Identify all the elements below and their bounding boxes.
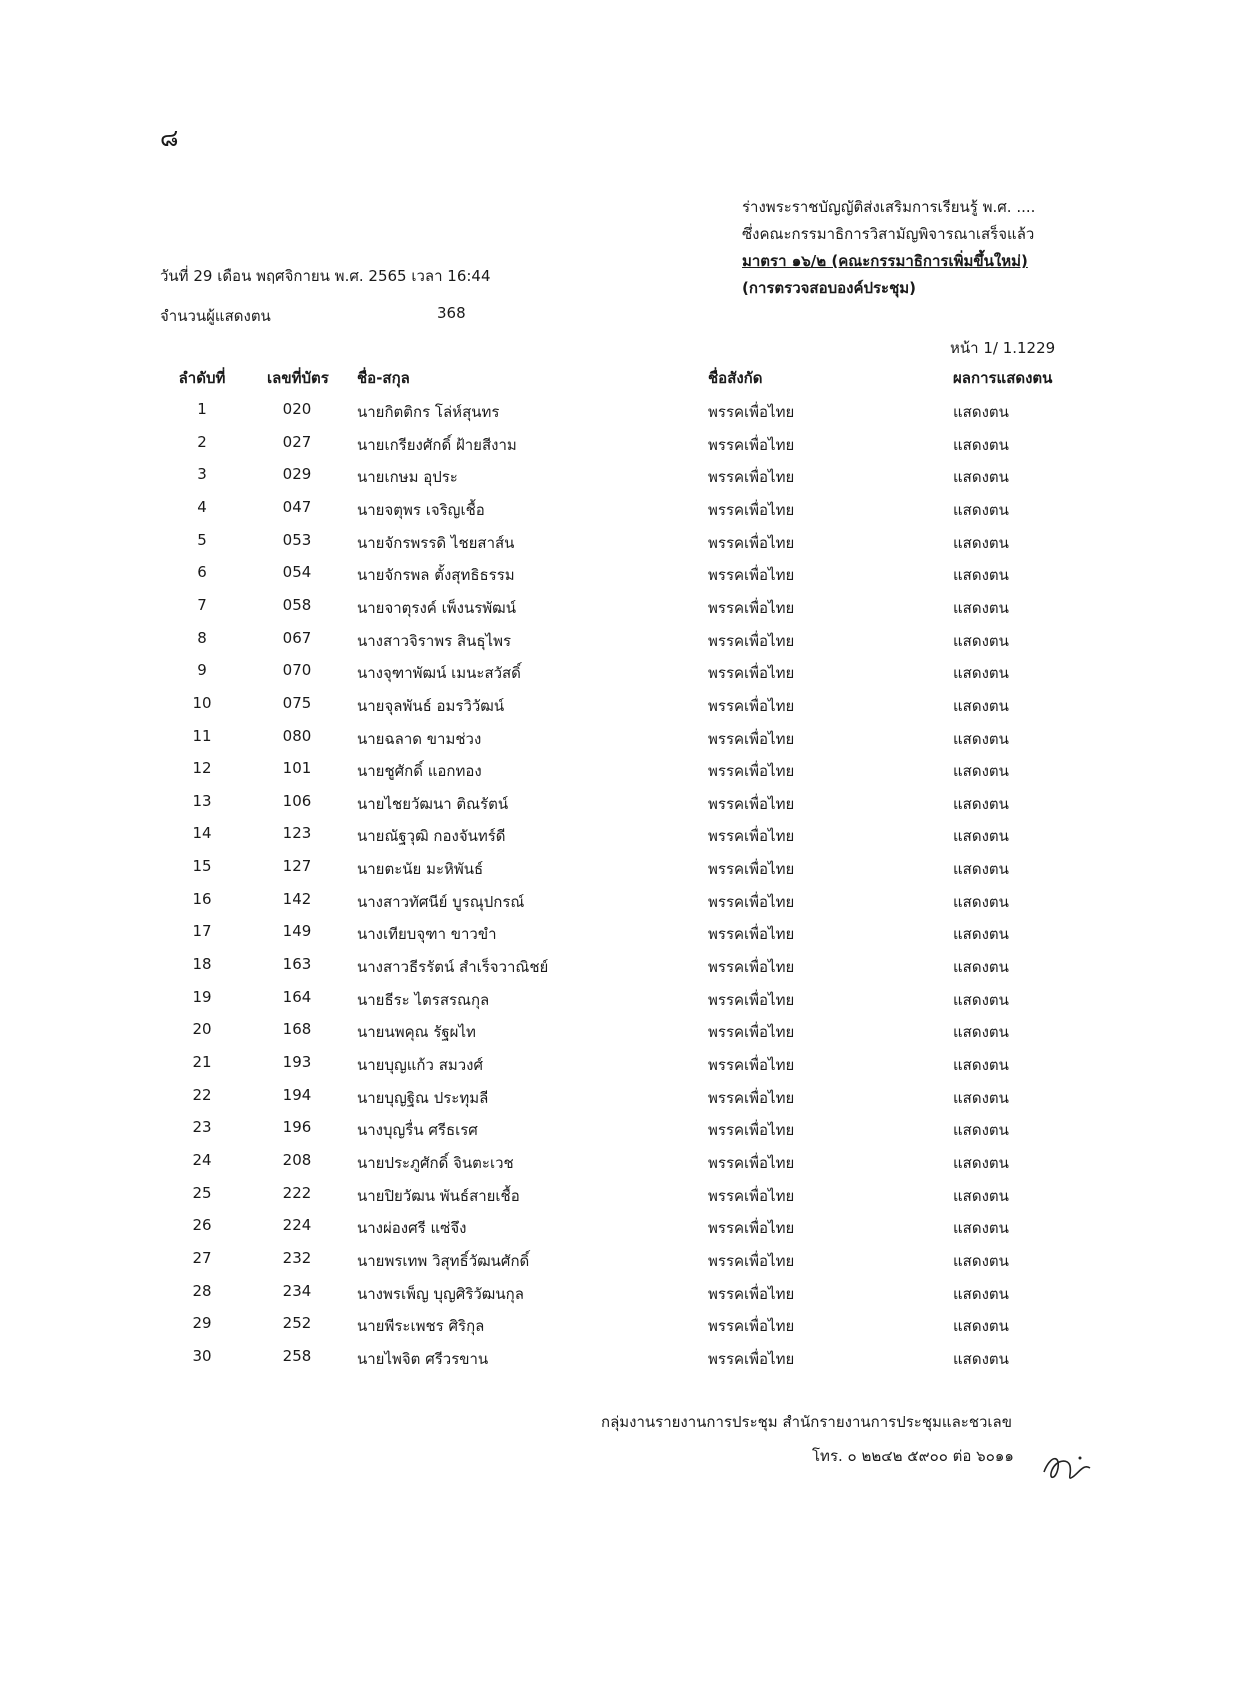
row-result: แสดงตน: [953, 403, 1009, 421]
row-number: 6: [197, 563, 207, 581]
row-number: 22: [192, 1086, 212, 1104]
row-card-number: 075: [282, 694, 312, 712]
row-card-number: 232: [282, 1249, 312, 1267]
row-number: 29: [192, 1314, 212, 1332]
row-result: แสดงตน: [953, 1187, 1009, 1205]
row-result: แสดงตน: [953, 925, 1009, 943]
row-result: แสดงตน: [953, 1056, 1009, 1074]
row-name: นายปิยวัฒน พันธ์สายเชื้อ: [357, 1187, 520, 1205]
row-result: แสดงตน: [953, 860, 1009, 878]
row-party: พรรคเพื่อไทย: [708, 599, 795, 617]
row-number: 5: [197, 531, 207, 549]
signature-mark: [1040, 1446, 1096, 1486]
row-number: 16: [192, 890, 212, 908]
row-name: นางสาวธีรรัตน์ สำเร็จวาณิชย์: [357, 958, 549, 976]
row-party: พรรคเพื่อไทย: [708, 534, 795, 552]
row-result: แสดงตน: [953, 501, 1009, 519]
row-name: นายตะนัย มะหิพันธ์: [357, 860, 484, 878]
row-card-number: 252: [282, 1314, 312, 1332]
row-card-number: 027: [282, 433, 312, 451]
header-name: ชื่อ-สกุล: [357, 369, 410, 387]
row-party: พรรคเพื่อไทย: [708, 1089, 795, 1107]
row-number: 19: [192, 988, 212, 1006]
row-party: พรรคเพื่อไทย: [708, 1056, 795, 1074]
row-number: 7: [197, 596, 207, 614]
row-result: แสดงตน: [953, 1154, 1009, 1172]
row-number: 1: [197, 400, 207, 418]
row-party: พรรคเพื่อไทย: [708, 403, 795, 421]
row-name: นางสาวจิราพร สินธุไพร: [357, 632, 512, 650]
row-card-number: 234: [282, 1282, 312, 1300]
row-number: 23: [192, 1118, 212, 1136]
row-card-number: 222: [282, 1184, 312, 1202]
row-number: 27: [192, 1249, 212, 1267]
row-name: นายจาตุรงค์ เพ็งนรพัฒน์: [357, 599, 516, 617]
row-number: 11: [192, 727, 212, 745]
row-number: 15: [192, 857, 212, 875]
count-label: จำนวนผู้แสดงตน: [160, 307, 271, 325]
row-result: แสดงตน: [953, 1252, 1009, 1270]
row-name: นายฉลาด ขามช่วง: [357, 730, 482, 748]
row-number: 4: [197, 498, 207, 516]
header-line-4: (การตรวจสอบองค์ประชุม): [742, 279, 917, 297]
row-card-number: 149: [282, 922, 312, 940]
row-number: 10: [192, 694, 212, 712]
row-party: พรรคเพื่อไทย: [708, 436, 795, 454]
row-name: นายจตุพร เจริญเชื้อ: [357, 501, 485, 519]
row-name: นายนพคุณ รัฐผไท: [357, 1023, 476, 1041]
page-number: ๘: [160, 124, 179, 152]
row-result: แสดงตน: [953, 1023, 1009, 1041]
row-party: พรรคเพื่อไทย: [708, 958, 795, 976]
row-name: นางบุญรื่น ศรีธเรศ: [357, 1121, 478, 1139]
row-party: พรรคเพื่อไทย: [708, 468, 795, 486]
row-card-number: 258: [282, 1347, 312, 1365]
row-result: แสดงตน: [953, 730, 1009, 748]
count-value: 368: [437, 304, 466, 322]
row-number: 13: [192, 792, 212, 810]
header-card: เลขที่บัตร: [267, 369, 329, 387]
row-card-number: 101: [282, 759, 312, 777]
header-line-1: ร่างพระราชบัญญัติส่งเสริมการเรียนรู้ พ.ศ. ....: [742, 198, 1036, 216]
date-line: วันที่ 29 เดือน พฤศจิกายน พ.ศ. 2565 เวลา 16:44: [160, 267, 491, 285]
row-name: นายชูศักดิ์ แอกทอง: [357, 762, 482, 780]
row-number: 20: [192, 1020, 212, 1038]
row-name: นายจักรพรรดิ ไชยสาส์น: [357, 534, 515, 552]
row-result: แสดงตน: [953, 762, 1009, 780]
row-result: แสดงตน: [953, 1317, 1009, 1335]
header-result: ผลการแสดงตน: [953, 369, 1053, 387]
row-card-number: 053: [282, 531, 312, 549]
row-name: นางเทียบจุฑา ขาวขำ: [357, 925, 497, 943]
row-result: แสดงตน: [953, 1121, 1009, 1139]
row-party: พรรคเพื่อไทย: [708, 925, 795, 943]
row-card-number: 029: [282, 465, 312, 483]
header-no: ลำดับที่: [178, 369, 226, 387]
row-name: นายพรเทพ วิสุทธิ์วัฒนศักดิ์: [357, 1252, 530, 1270]
row-result: แสดงตน: [953, 664, 1009, 682]
row-card-number: 070: [282, 661, 312, 679]
row-result: แสดงตน: [953, 436, 1009, 454]
row-result: แสดงตน: [953, 697, 1009, 715]
row-result: แสดงตน: [953, 1350, 1009, 1368]
row-card-number: 224: [282, 1216, 312, 1234]
row-result: แสดงตน: [953, 566, 1009, 584]
row-card-number: 106: [282, 792, 312, 810]
row-card-number: 020: [282, 400, 312, 418]
row-result: แสดงตน: [953, 1285, 1009, 1303]
header-party: ชื่อสังกัด: [708, 369, 763, 387]
row-party: พรรคเพื่อไทย: [708, 566, 795, 584]
row-result: แสดงตน: [953, 1089, 1009, 1107]
row-party: พรรคเพื่อไทย: [708, 632, 795, 650]
row-number: 26: [192, 1216, 212, 1234]
row-result: แสดงตน: [953, 827, 1009, 845]
row-card-number: 196: [282, 1118, 312, 1136]
row-result: แสดงตน: [953, 958, 1009, 976]
document-header: [742, 194, 1035, 302]
row-number: 21: [192, 1053, 212, 1071]
header-line-2: ซึ่งคณะกรรมาธิการวิสามัญพิจารณาเสร็จแล้ว: [742, 225, 1035, 243]
row-name: นางพรเพ็ญ บุญศิริวัฒนกุล: [357, 1285, 524, 1303]
row-party: พรรคเพื่อไทย: [708, 1023, 795, 1041]
row-party: พรรคเพื่อไทย: [708, 1285, 795, 1303]
footer-phone: โทร. ๐ ๒๒๔๒ ๕๙๐๐ ต่อ ๖๐๑๑: [812, 1447, 1014, 1465]
row-card-number: 164: [282, 988, 312, 1006]
row-card-number: 142: [282, 890, 312, 908]
row-name: นายพีระเพชร ศิริกุล: [357, 1317, 485, 1335]
row-name: นายเกษม อุประ: [357, 468, 458, 486]
row-card-number: 054: [282, 563, 312, 581]
row-result: แสดงตน: [953, 795, 1009, 813]
row-result: แสดงตน: [953, 991, 1009, 1009]
row-card-number: 127: [282, 857, 312, 875]
row-party: พรรคเพื่อไทย: [708, 1252, 795, 1270]
row-result: แสดงตน: [953, 599, 1009, 617]
page-reference: หน้า 1/ 1.1229: [950, 339, 1056, 357]
row-number: 14: [192, 824, 212, 842]
row-number: 17: [192, 922, 212, 940]
row-party: พรรคเพื่อไทย: [708, 1350, 795, 1368]
footer-department: กลุ่มงานรายงานการประชุม สำนักรายงานการประชุมและชวเลข: [601, 1413, 1013, 1431]
row-number: 12: [192, 759, 212, 777]
row-name: นางจุฑาพัฒน์ เมนะสวัสดิ์: [357, 664, 521, 682]
header-line-3: มาตรา ๑๖/๒ (คณะกรรมาธิการเพิ่มขึ้นใหม่): [742, 252, 1028, 270]
row-name: นางสาวทัศนีย์ บูรณุปกรณ์: [357, 893, 525, 911]
row-party: พรรคเพื่อไทย: [708, 1317, 795, 1335]
row-party: พรรคเพื่อไทย: [708, 1219, 795, 1237]
row-card-number: 163: [282, 955, 312, 973]
row-card-number: 193: [282, 1053, 312, 1071]
row-party: พรรคเพื่อไทย: [708, 697, 795, 715]
row-number: 25: [192, 1184, 212, 1202]
row-number: 3: [197, 465, 207, 483]
row-number: 28: [192, 1282, 212, 1300]
row-name: นายไชยวัฒนา ติณรัตน์: [357, 795, 509, 813]
row-name: นายไพจิต ศรีวรขาน: [357, 1350, 489, 1368]
row-number: 18: [192, 955, 212, 973]
row-result: แสดงตน: [953, 632, 1009, 650]
row-party: พรรคเพื่อไทย: [708, 860, 795, 878]
row-name: นายประภูศักดิ์ จินตะเวช: [357, 1154, 514, 1172]
row-name: นายบุญฐิณ ประทุมลี: [357, 1089, 489, 1107]
row-card-number: 208: [282, 1151, 312, 1169]
row-party: พรรคเพื่อไทย: [708, 991, 795, 1009]
row-card-number: 047: [282, 498, 312, 516]
row-name: นายจุลพันธ์ อมรวิวัฒน์: [357, 697, 505, 715]
row-result: แสดงตน: [953, 1219, 1009, 1237]
row-party: พรรคเพื่อไทย: [708, 762, 795, 780]
row-party: พรรคเพื่อไทย: [708, 827, 795, 845]
row-number: 24: [192, 1151, 212, 1169]
row-card-number: 123: [282, 824, 312, 842]
row-party: พรรคเพื่อไทย: [708, 1154, 795, 1172]
row-result: แสดงตน: [953, 534, 1009, 552]
row-name: นายธีระ ไตรสรณกุล: [357, 991, 490, 1009]
row-number: 30: [192, 1347, 212, 1365]
row-number: 8: [197, 629, 207, 647]
row-name: นางผ่องศรี แซ่จึง: [357, 1219, 467, 1237]
row-card-number: 067: [282, 629, 312, 647]
row-party: พรรคเพื่อไทย: [708, 795, 795, 813]
row-card-number: 058: [282, 596, 312, 614]
row-party: พรรคเพื่อไทย: [708, 1121, 795, 1139]
row-party: พรรคเพื่อไทย: [708, 730, 795, 748]
row-party: พรรคเพื่อไทย: [708, 893, 795, 911]
row-party: พรรคเพื่อไทย: [708, 664, 795, 682]
row-card-number: 080: [282, 727, 312, 745]
row-party: พรรคเพื่อไทย: [708, 1187, 795, 1205]
row-name: นายจักรพล ตั้งสุทธิธรรม: [357, 566, 515, 584]
row-number: 9: [197, 661, 207, 679]
row-result: แสดงตน: [953, 468, 1009, 486]
row-name: นายกิตติกร โล่ห์สุนทร: [357, 403, 500, 421]
row-result: แสดงตน: [953, 893, 1009, 911]
row-name: นายบุญแก้ว สมวงศ์: [357, 1056, 484, 1074]
row-party: พรรคเพื่อไทย: [708, 501, 795, 519]
row-card-number: 194: [282, 1086, 312, 1104]
row-name: นายณัฐวุฒิ กองจันทร์ดี: [357, 827, 506, 845]
row-number: 2: [197, 433, 207, 451]
row-card-number: 168: [282, 1020, 312, 1038]
row-name: นายเกรียงศักดิ์ ฝ้ายสีงาม: [357, 436, 517, 454]
